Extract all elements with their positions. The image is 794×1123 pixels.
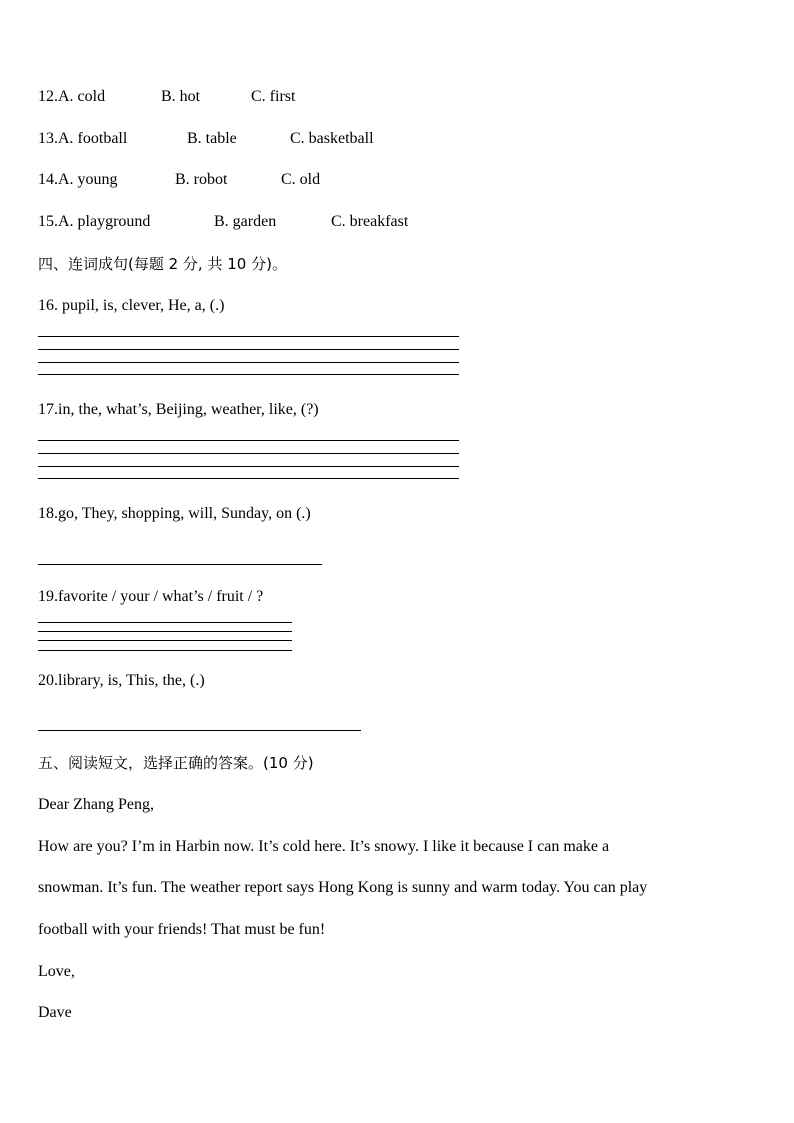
option-c: C. breakfast: [331, 213, 409, 230]
sentence-18: [38, 504, 311, 524]
question-12: [38, 87, 296, 107]
letter-signature: Dave: [38, 1004, 72, 1021]
option-a: A. football: [58, 130, 128, 147]
sentence-17: [38, 400, 319, 420]
option-b: B. table: [187, 130, 237, 147]
option-a: A. playground: [58, 213, 151, 230]
question-number: 13.: [38, 130, 58, 147]
sentence-16: [38, 296, 224, 316]
option-b: B. garden: [214, 213, 277, 230]
sentence-words: favorite / your / what’s / fruit / ?: [58, 588, 264, 605]
option-b: B. hot: [161, 88, 201, 105]
question-number: 17.: [38, 401, 58, 418]
question-number: 14.: [38, 171, 58, 188]
question-number: 16.: [38, 297, 58, 314]
option-c: C. first: [251, 88, 296, 105]
letter-greeting: Dear Zhang Peng,: [38, 796, 154, 813]
section-5-title: 五、阅读短文，选择正确的答案。(10 分): [38, 754, 314, 772]
section-4-title: 四、连词成句(每题 2 分, 共 10 分)。: [38, 255, 287, 273]
letter-body-line-2: snowman. It’s fun. The weather report says Hong Kong is sunny and warm today. You can play: [38, 879, 648, 896]
option-c: C. basketball: [290, 130, 374, 147]
question-number: 12.: [38, 88, 58, 105]
letter-closing: Love,: [38, 963, 75, 980]
question-number: 18.: [38, 505, 58, 522]
sentence-words: library, is, This, the, (.): [58, 672, 205, 689]
question-number: 19.: [38, 588, 58, 605]
option-c: C. old: [281, 171, 321, 188]
question-13: [38, 129, 374, 149]
answer-line-20[interactable]: [38, 730, 361, 731]
sentence-20: [38, 671, 205, 691]
option-b: B. robot: [175, 171, 228, 188]
question-15: [38, 212, 409, 232]
sentence-19: [38, 587, 263, 607]
letter-body-line-3: football with your friends! That must be fun!: [38, 921, 326, 938]
question-14: [38, 170, 321, 190]
sentence-words: go, They, shopping, will, Sunday, on (.): [58, 505, 311, 522]
answer-line-18[interactable]: [38, 564, 322, 565]
sentence-words: pupil, is, clever, He, a, (.): [58, 297, 225, 314]
question-number: 20.: [38, 672, 58, 689]
sentence-words: in, the, what’s, Beijing, weather, like, (?): [58, 401, 319, 418]
question-number: 15.: [38, 213, 58, 230]
letter-body-line-1: How are you? I’m in Harbin now. It’s cold here. It’s snowy. I like it because I can make a: [38, 838, 610, 855]
option-a: A. cold: [58, 88, 106, 105]
option-a: A. young: [58, 171, 118, 188]
